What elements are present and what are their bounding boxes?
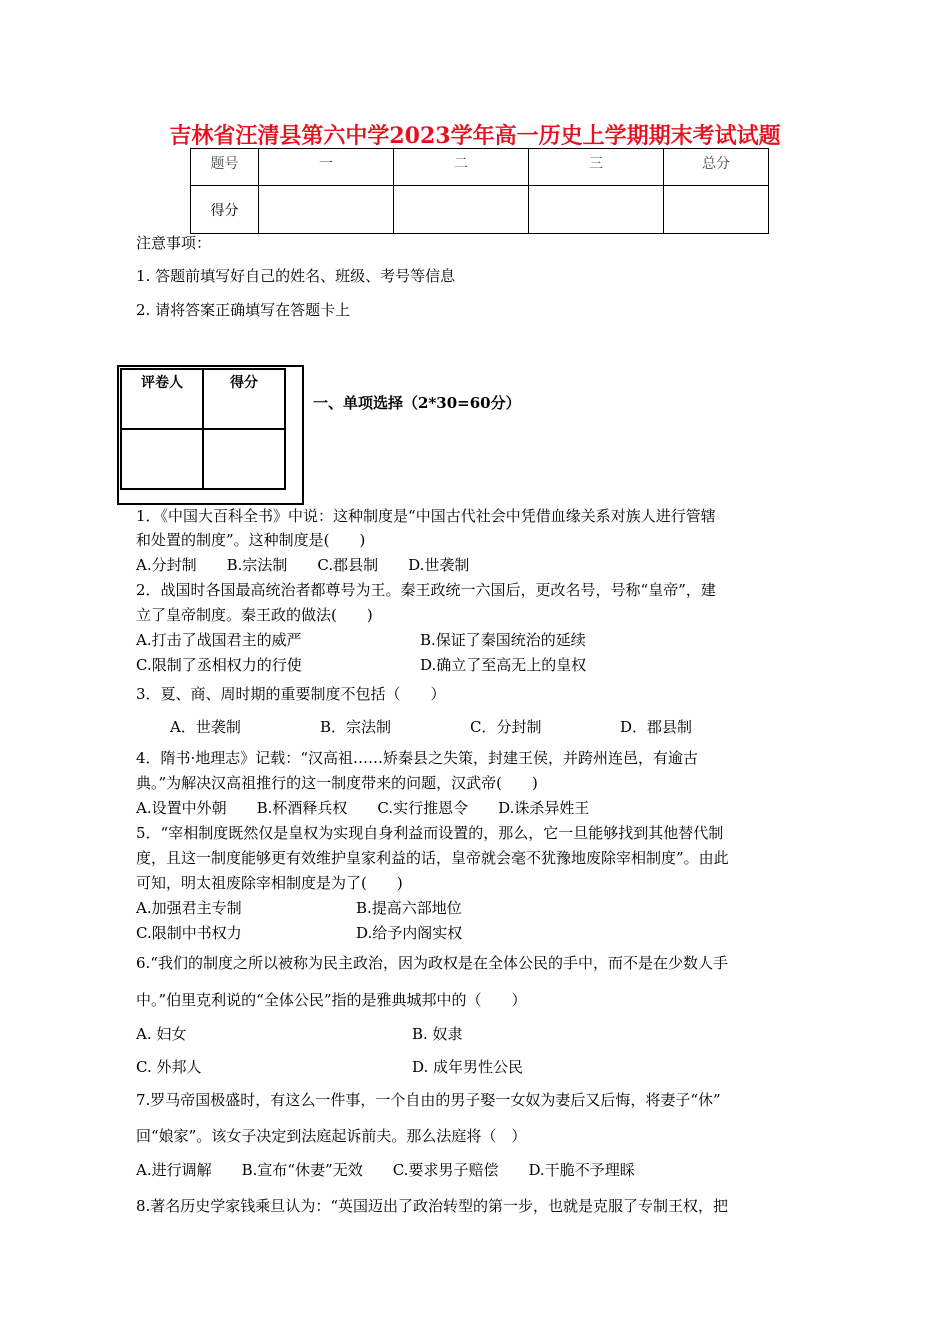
- notes-heading: 注意事项：: [136, 234, 212, 252]
- score-header-cell: 二: [394, 149, 529, 186]
- note-item: 2. 请将答案正确填写在答题卡上: [136, 301, 351, 319]
- note-item: 1. 答题前填写好自己的姓名、班级、考号等信息: [136, 267, 456, 285]
- question-line: 1．《中国大百科全书》中说：这种制度是“中国古代社会中凭借血缘关系对族人进行管辖: [136, 507, 716, 525]
- option: A.打击了战国君主的威严: [136, 631, 302, 649]
- question-line: 和处置的制度”。这种制度是( ): [136, 531, 366, 549]
- score-header-cell: 一: [259, 149, 394, 186]
- option: C.限制了丞相权力的行使: [136, 656, 302, 674]
- score-header-cell: 题号: [191, 149, 259, 186]
- question-line: 3．夏、商、周时期的重要制度不包括（ ）: [136, 685, 446, 703]
- option: A.加强君主专制: [136, 899, 242, 917]
- option: B.提高六部地位: [356, 899, 462, 917]
- question-line: 5．“宰相制度既然仅是皇权为实现自身利益而设置的，那么，它一旦能够找到其他替代制: [136, 824, 724, 842]
- question-line: 4．隋书·地理志》记载：“汉高祖……矫秦县之失策，封建王侯，并跨州连邑，有逾古: [136, 749, 698, 767]
- option: D．郡县制: [620, 718, 693, 736]
- question-line: 典。”为解决汉高祖推行的这一制度带来的问题，汉武帝( ): [136, 774, 538, 792]
- question-line: 回“娘家”。该女子决定到法庭起诉前夫。那么法庭将（ ）: [136, 1127, 527, 1145]
- page-title: 吉林省汪清县第六中学2023学年高一历史上学期期末考试试题: [169, 123, 781, 149]
- score-cell: [259, 186, 394, 234]
- question-options: A.设置中外朝 B.杯酒释兵权 C.实行推恩令 D.诛杀异姓王: [136, 799, 590, 817]
- score-cell: [664, 186, 769, 234]
- score-cell: [394, 186, 529, 234]
- option: A．世袭制: [170, 718, 241, 736]
- option: C．分封制: [470, 718, 542, 736]
- question-line: 2．战国时各国最高统治者都尊号为王。秦王政统一六国后，更改名号，号称“皇帝”，建: [136, 581, 716, 599]
- option: B．宗法制: [320, 718, 392, 736]
- question-line: 立了皇帝制度。秦王政的做法( ): [136, 606, 373, 624]
- score-cell: [529, 186, 664, 234]
- grader-cell: [203, 429, 285, 489]
- question-line: 8.著名历史学家钱乘旦认为：“英国迈出了政治转型的第一步，也就是克服了专制王权，把: [136, 1197, 728, 1215]
- grader-score-label: 得分: [203, 369, 285, 429]
- question-line: 度，且这一制度能够更有效维护皇家利益的话，皇帝就会毫不犹豫地废除宰相制度”。由此: [136, 849, 729, 867]
- section-heading: 一、单项选择（2*30=60分）: [313, 394, 521, 412]
- question-options: A.分封制 B.宗法制 C.郡县制 D.世袭制: [136, 556, 470, 574]
- option: B.保证了秦国统治的延续: [420, 631, 586, 649]
- option: D. 成年男性公民: [412, 1058, 524, 1076]
- score-row-label: 得分: [191, 186, 259, 234]
- question-line: 中。”伯里克利说的“全体公民”指的是雅典城邦中的（ ）: [136, 991, 527, 1009]
- option: B. 奴隶: [412, 1025, 463, 1043]
- grader-box: [120, 368, 286, 490]
- score-header-cell: 三: [529, 149, 664, 186]
- option: C.限制中书权力: [136, 924, 242, 942]
- question-line: 6.“我们的制度之所以被称为民主政治，因为政权是在全体公民的手中，而不是在少数人手: [136, 954, 728, 972]
- grader-cell: [121, 429, 203, 489]
- score-header-cell: 总分: [664, 149, 769, 186]
- option: D.给予内阁实权: [356, 924, 463, 942]
- score-table: [190, 148, 769, 234]
- question-line: 可知，明太祖废除宰相制度是为了( ): [136, 874, 403, 892]
- question-options: A.进行调解 B.宣布“休妻”无效 C.要求男子赔偿 D.干脆不予理睬: [136, 1161, 635, 1179]
- option: C. 外邦人: [136, 1058, 202, 1076]
- option: A. 妇女: [136, 1025, 187, 1043]
- question-line: 7.罗马帝国极盛时，有这么一件事，一个自由的男子娶一女奴为妻后又后悔，将妻子“休”: [136, 1091, 721, 1109]
- option: D.确立了至高无上的皇权: [420, 656, 587, 674]
- grader-label: 评卷人: [121, 369, 203, 429]
